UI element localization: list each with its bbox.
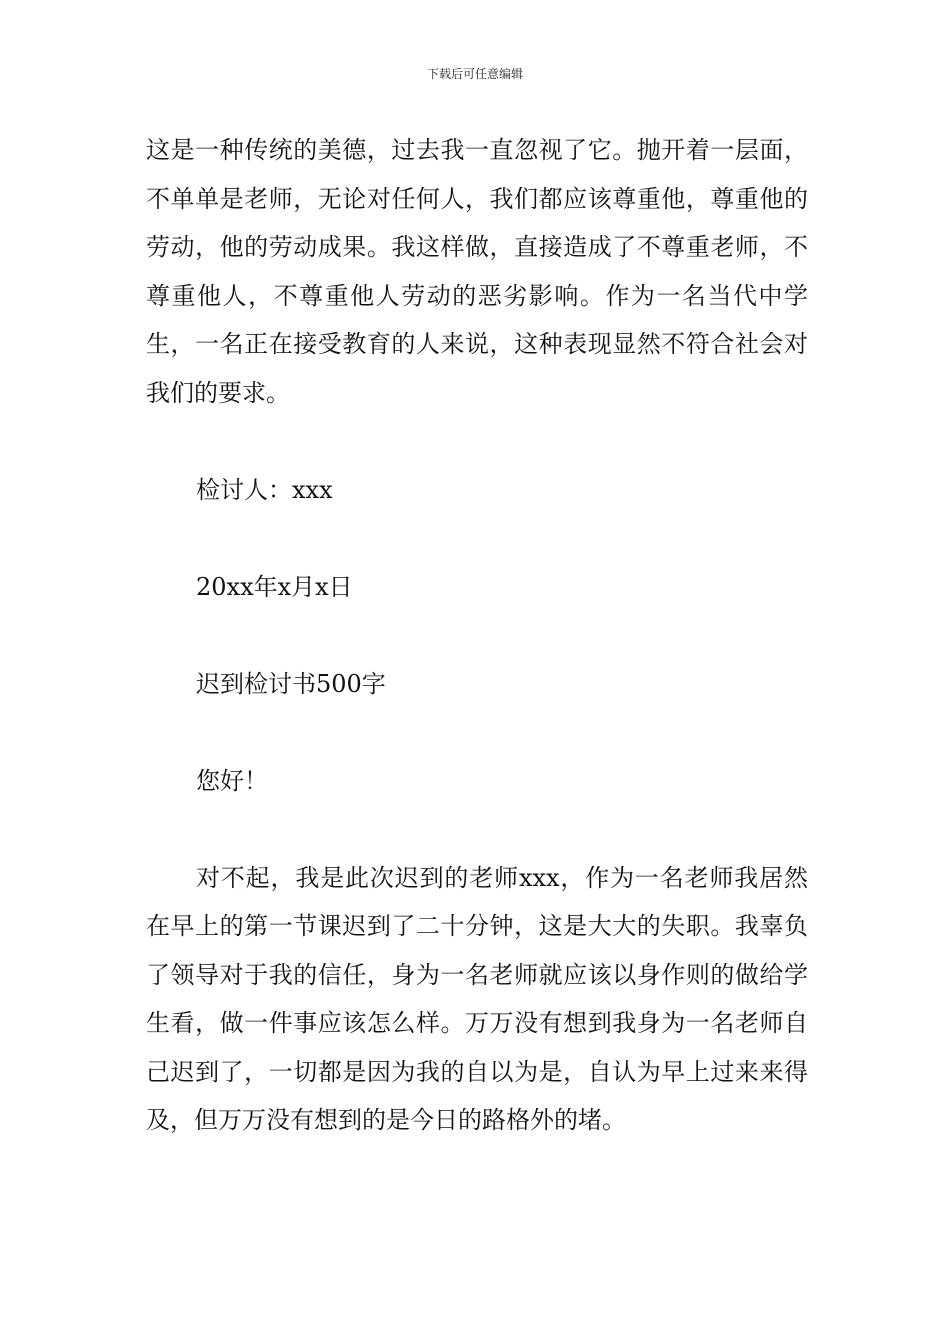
greeting-line: 您好！ — [196, 766, 268, 795]
blank-line — [146, 611, 808, 660]
paragraph-respect: 这是一种传统的美德，过去我一直忽视了它。抛开着一层面，不单单是老师，无论对任何人，我们都应该尊重他，尊重他的劳动，他的劳动成果。我这样做，直接造成了不尊重老师，不尊重他人，不尊重他人劳动的恶劣影响。作为一名当代中学生，一名正在接受教育的人来说，这种表现显然不符合社会对我们的要求。 — [146, 136, 808, 407]
document-body — [146, 126, 808, 1145]
paragraph-apology: 对不起，我是此次迟到的老师xxx，作为一名老师我居然在早上的第一节课迟到了二十分钟，这是大大的失职。我辜负了领导对于我的信任，身为一名老师就应该以身作则的做给学生看，做一件事应该怎么样。万万没有想到我身为一名老师自己迟到了，一切都是因为我的自以为是，自认为早上过来来得及，但万万没有想到的是今日的路格外的堵。 — [146, 863, 808, 1134]
section-title: 迟到检讨书500字 — [196, 669, 386, 698]
blank-line — [146, 805, 808, 854]
page-header-note: 下载后可任意编辑 — [426, 67, 523, 81]
blank-line — [146, 514, 808, 563]
blank-line — [146, 417, 808, 466]
blank-line — [146, 708, 808, 757]
signature-line: 检讨人：xxx — [196, 475, 333, 504]
date-line: 20xx年x月x日 — [196, 572, 353, 601]
